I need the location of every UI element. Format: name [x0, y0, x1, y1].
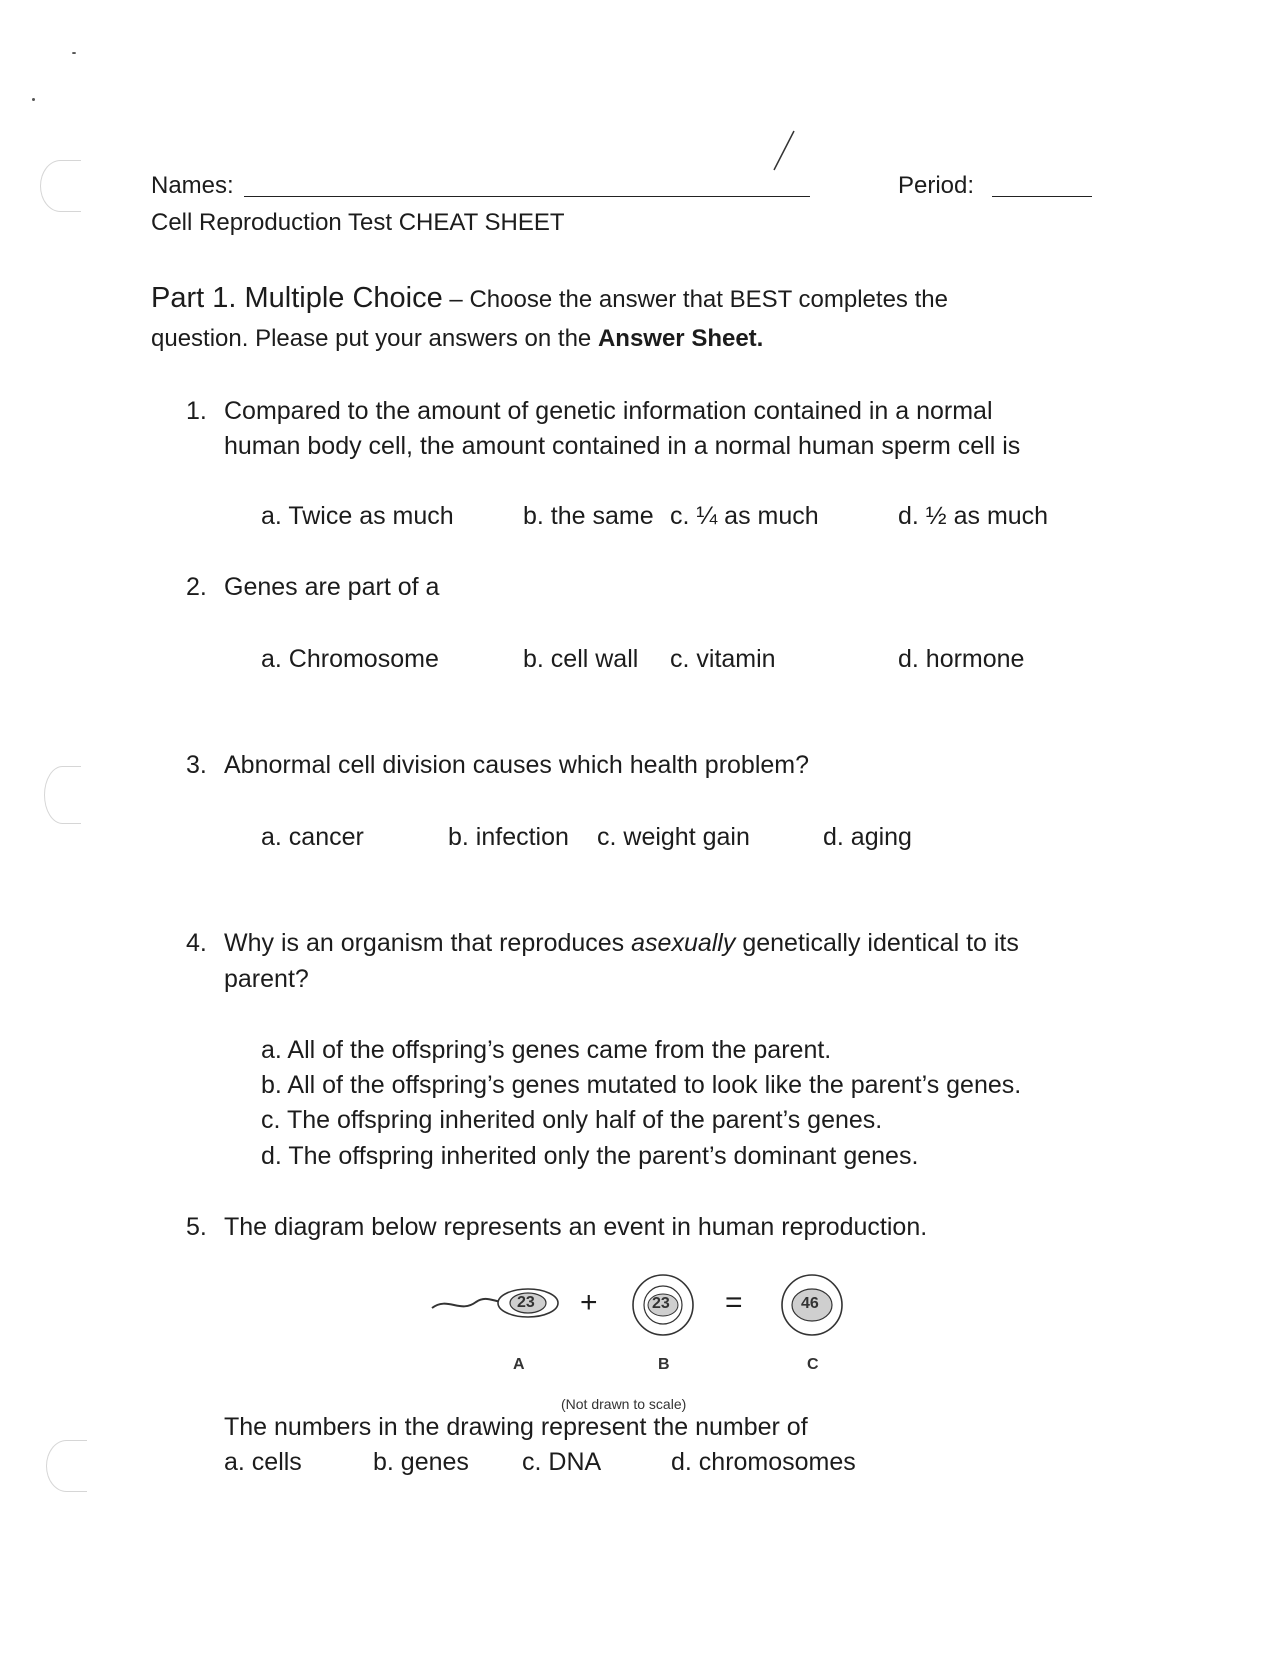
scan-speck	[72, 52, 76, 54]
q4-option-b: b. All of the offspring’s genes mutated to look like the parent’s genes.	[261, 1071, 1022, 1099]
pen-slash-mark	[768, 128, 798, 174]
period-line	[992, 196, 1092, 197]
q1-option-b: b. the same	[523, 502, 654, 530]
q1-option-a: a. Twice as much	[261, 502, 454, 530]
names-line	[244, 196, 810, 197]
equals-sign: =	[725, 1286, 743, 1319]
punch-hole-top	[40, 160, 81, 212]
q3-option-d: d. aging	[823, 823, 912, 851]
q4-text-line1: Why is an organism that reproduces asexually genetically identical to its	[224, 929, 1019, 957]
q5-option-a: a. cells	[224, 1448, 302, 1476]
label-a: A	[513, 1356, 525, 1373]
q3-text: Abnormal cell division causes which health problem?	[224, 751, 810, 779]
q2-option-b: b. cell wall	[523, 645, 639, 673]
q3-option-b: b. infection	[448, 823, 569, 851]
q2-option-c: c. vitamin	[670, 645, 776, 673]
q1-option-d: d. ½ as much	[898, 502, 1049, 530]
q5-number: 5.	[186, 1213, 207, 1241]
q1-option-c: c. ¼ as much	[670, 502, 819, 530]
diagram-drawing	[420, 1262, 860, 1412]
part1-instruction: Choose the answer that BEST completes the	[469, 286, 948, 313]
q3-option-a: a. cancer	[261, 823, 364, 851]
names-label: Names:	[151, 172, 234, 199]
q4-asexually: asexually	[631, 929, 736, 957]
part1-title: Part 1. Multiple Choice	[151, 282, 443, 314]
label-c: C	[807, 1356, 819, 1373]
punch-hole-bottom	[46, 1440, 87, 1492]
zygote-number: 46	[801, 1295, 819, 1312]
label-b: B	[658, 1356, 670, 1373]
part1-instruction-line2: question. Please put your answers on the Answer Sheet.	[151, 325, 764, 352]
q2-number: 2.	[186, 573, 207, 601]
q4-number: 4.	[186, 929, 207, 957]
q2-option-a: a. Chromosome	[261, 645, 439, 673]
punch-hole-middle	[44, 766, 81, 824]
period-label: Period:	[898, 172, 975, 199]
q1-number: 1.	[186, 397, 207, 425]
page-title: Cell Reproduction Test CHEAT SHEET	[151, 209, 565, 236]
scan-speck	[32, 98, 35, 101]
egg-number: 23	[652, 1295, 670, 1312]
q1-text-line1: Compared to the amount of genetic information contained in a normal	[224, 397, 993, 425]
q4-option-c: c. The offspring inherited only half of the parent’s genes.	[261, 1106, 883, 1134]
part1-dash: –	[449, 286, 463, 313]
q5-option-b: b. genes	[373, 1448, 469, 1476]
q4-option-a: a. All of the offspring’s genes came from the parent.	[261, 1036, 832, 1064]
q4-text-line2: parent?	[224, 965, 309, 993]
q5-prompt: The numbers in the drawing represent the number of	[224, 1413, 808, 1441]
q5-option-d: d. chromosomes	[671, 1448, 856, 1476]
diagram-caption: (Not drawn to scale)	[561, 1396, 687, 1412]
q2-text: Genes are part of a	[224, 573, 440, 601]
q5-option-c: c. DNA	[522, 1448, 602, 1476]
plus-sign: +	[580, 1286, 598, 1319]
q3-number: 3.	[186, 751, 207, 779]
answer-sheet-ref: Answer Sheet.	[597, 325, 764, 352]
q3-option-c: c. weight gain	[597, 823, 750, 851]
fertilization-diagram	[420, 1262, 860, 1412]
q1-text-line2: human body cell, the amount contained in a normal human sperm cell is	[224, 432, 1021, 460]
sperm-number: 23	[517, 1294, 535, 1311]
q4-option-d: d. The offspring inherited only the parent’s dominant genes.	[261, 1142, 919, 1170]
part1-heading	[151, 282, 948, 315]
q2-option-d: d. hormone	[898, 645, 1025, 673]
q5-text: The diagram below represents an event in human reproduction.	[224, 1213, 928, 1241]
